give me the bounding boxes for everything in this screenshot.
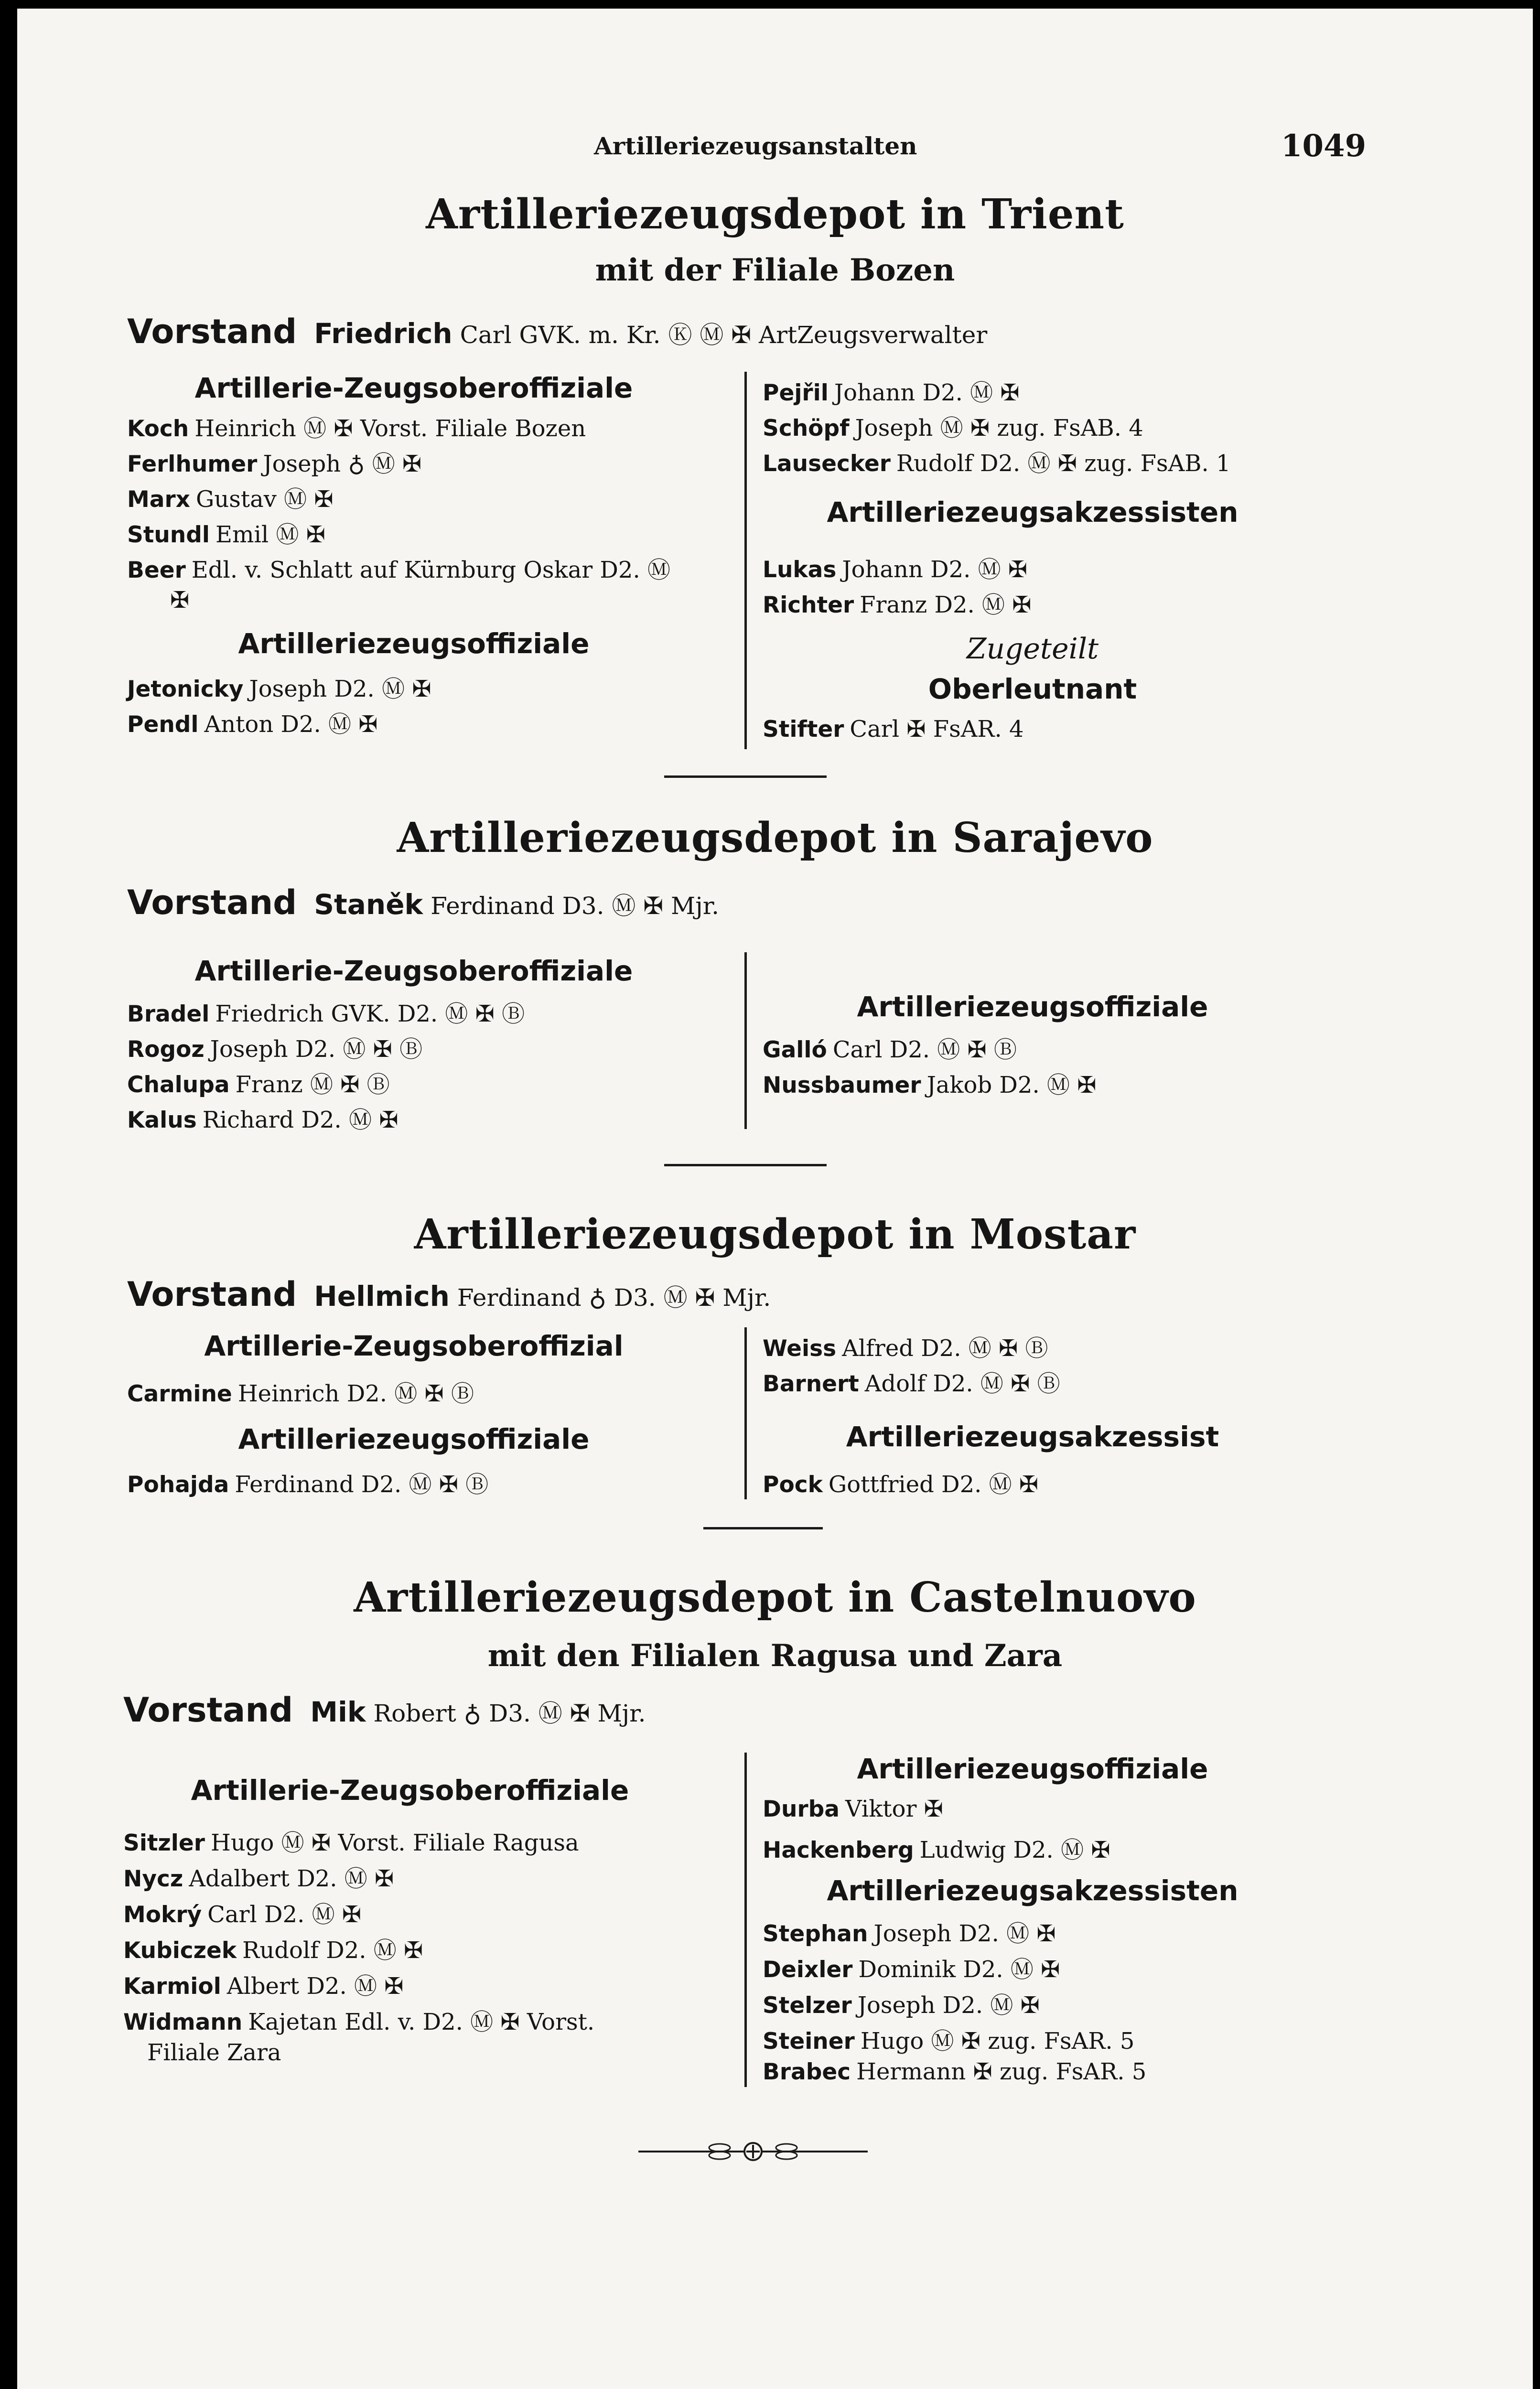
entry-details: Rudolf D2. Ⓜ ✠ zug. FsAB. 1	[896, 450, 1231, 477]
entry-surname: Koch	[127, 416, 189, 442]
list-item	[763, 1466, 1038, 1501]
entry-surname: Rogoz	[127, 1036, 205, 1063]
entry-details: Kajetan Edl. v. D2. Ⓜ ✠ Vorst.	[248, 2009, 595, 2035]
castelnuovo-right-list	[763, 1796, 1110, 1867]
list-item	[127, 1375, 474, 1410]
list-item	[763, 1796, 1110, 1831]
entry-details: Adolf D2. Ⓜ ✠ Ⓑ	[864, 1370, 1060, 1397]
entry-surname: Carmine	[127, 1381, 232, 1407]
paper-sheet	[17, 9, 1533, 2389]
entry-surname: Bradel	[127, 1001, 210, 1027]
list-item	[763, 1987, 1146, 2023]
mostar-left-heading: Artillerie-Zeugsoberoffizial	[204, 1330, 624, 1362]
trient-right-heading: Artilleriezeugsakzessisten	[827, 496, 1238, 528]
entry-details: Hugo Ⓜ ✠ zug. FsAR. 5	[860, 2028, 1135, 2055]
sarajevo-title: Artilleriezeugsdepot in Sarajevo	[397, 814, 1153, 862]
entry-details: Richard D2. Ⓜ ✠	[202, 1107, 398, 1133]
entry-details: Carl D2. Ⓜ ✠ Ⓑ	[832, 1036, 1017, 1063]
trient-vorstand	[127, 312, 987, 351]
entry-surname: Stifter	[763, 716, 844, 743]
castelnuovo-left-list	[123, 1824, 594, 2075]
sarajevo-right-list	[763, 1031, 1096, 1102]
list-item	[127, 1101, 525, 1137]
entry-details: Heinrich D2. Ⓜ ✠ Ⓑ	[237, 1380, 474, 1407]
list-item	[763, 586, 1032, 622]
entry-details: Gustav Ⓜ ✠	[195, 486, 334, 513]
sarajevo-left-list	[127, 995, 525, 1137]
trient-left-list2	[127, 670, 431, 741]
castelnuovo-subtitle: mit den Filialen Ragusa und Zara	[487, 1638, 1063, 1674]
running-head: Artilleriezeugsanstalten	[594, 132, 917, 160]
column-divider	[744, 1327, 747, 1499]
entry-details: Emil Ⓜ ✠	[215, 521, 325, 548]
entry-surname: Ferlhumer	[127, 451, 258, 477]
entry-details: Rudolf D2. Ⓜ ✠	[242, 1937, 423, 1964]
mostar-title: Artilleriezeugsdepot in Mostar	[414, 1210, 1136, 1259]
entry-details: Joseph ♁ Ⓜ ✠	[263, 451, 422, 477]
list-item	[127, 670, 431, 706]
list-item	[763, 1330, 1060, 1365]
mostar-left-list2	[127, 1466, 488, 1501]
mostar-left-heading2: Artilleriezeugsoffiziale	[238, 1423, 590, 1455]
castelnuovo-right-heading: Artilleriezeugsoffiziale	[857, 1753, 1208, 1785]
castelnuovo-title: Artilleriezeugsdepot in Castelnuovo	[354, 1573, 1196, 1622]
castelnuovo-vorstand	[123, 1690, 646, 1730]
list-item	[763, 1915, 1146, 1951]
vorstand-label: Vorstand	[127, 312, 297, 351]
continuation-line: ✠	[170, 587, 190, 613]
trient-left-list	[127, 410, 670, 622]
entry-details: Albert D2. Ⓜ ✠	[226, 1973, 404, 2000]
entry-surname: Stelzer	[763, 1992, 852, 2019]
mostar-right-list2	[763, 1466, 1038, 1501]
section-divider	[703, 1527, 823, 1529]
entry-details: Franz Ⓜ ✠ Ⓑ	[235, 1071, 390, 1098]
list-item	[763, 2023, 1146, 2058]
entry-surname: Pejřil	[763, 380, 829, 406]
entry-details: Joseph D2. Ⓜ ✠ Ⓑ	[210, 1036, 423, 1063]
vorstand-surname: Hellmich	[314, 1280, 450, 1313]
entry-surname: Steiner	[763, 2028, 855, 2055]
list-item	[127, 516, 670, 551]
entry-details: Joseph Ⓜ ✠ zug. FsAB. 4	[855, 415, 1143, 441]
entry-surname: Karmiol	[123, 1973, 221, 2000]
vorstand-surname: Mik	[310, 1696, 366, 1728]
oberleutnant-heading: Oberleutnant	[928, 673, 1137, 705]
ornament-divider	[638, 2137, 868, 2166]
sarajevo-vorstand	[127, 883, 719, 922]
trient-left-heading: Artillerie-Zeugsoberoffiziale	[194, 372, 633, 404]
list-item	[127, 1031, 525, 1066]
entry-surname: Sitzler	[123, 1830, 205, 1856]
entry-details: Ferdinand D2. Ⓜ ✠ Ⓑ	[235, 1471, 489, 1498]
entry-surname: Weiss	[763, 1335, 837, 1362]
castelnuovo-right-list2	[763, 1915, 1146, 2094]
vorstand-label: Vorstand	[127, 883, 297, 922]
sarajevo-left-heading: Artillerie-Zeugsoberoffiziale	[194, 955, 633, 987]
list-item	[127, 481, 670, 516]
entry-surname: Pock	[763, 1472, 823, 1498]
list-item	[763, 2058, 1146, 2094]
trient-subtitle: mit der Filiale Bozen	[595, 252, 955, 288]
entry-surname: Stephan	[763, 1921, 868, 1947]
entry-surname: Deixler	[763, 1957, 853, 1983]
list-item	[763, 551, 1032, 586]
mostar-left-list	[127, 1375, 474, 1410]
list-item	[763, 409, 1231, 445]
trient-title: Artilleriezeugsdepot in Trient	[426, 190, 1124, 238]
list-item	[763, 716, 1024, 751]
list-item	[123, 1968, 594, 2003]
entry-surname: Pohajda	[127, 1472, 229, 1498]
section-divider	[664, 1164, 827, 1166]
list-item	[763, 1066, 1096, 1102]
entry-surname: Kalus	[127, 1107, 197, 1133]
entry-details: Friedrich GVK. D2. Ⓜ ✠ Ⓑ	[215, 1001, 525, 1027]
entry-surname: Galló	[763, 1037, 827, 1063]
zugeteilt-label: Zugeteilt	[966, 632, 1099, 666]
list-item	[763, 1951, 1146, 1987]
entry-details: Hermann ✠ zug. FsAR. 5	[856, 2058, 1147, 2085]
vorstand-label: Vorstand	[127, 1275, 297, 1314]
entry-details: Johann D2. Ⓜ ✠	[842, 556, 1028, 583]
vorstand-details: Ferdinand ♁ D3. Ⓜ ✠ Mjr.	[457, 1284, 771, 1312]
entry-details: Joseph D2. Ⓜ ✠	[249, 676, 431, 702]
entry-surname: Hackenberg	[763, 1837, 914, 1863]
mostar-right-heading: Artilleriezeugsakzessist	[846, 1420, 1219, 1453]
castelnuovo-right-heading2: Artilleriezeugsakzessisten	[827, 1874, 1238, 1907]
vorstand-surname: Friedrich	[314, 317, 452, 350]
entry-surname: Brabec	[763, 2059, 851, 2085]
entry-surname: Mokrý	[123, 1902, 202, 1928]
entry-details: Carl ✠ FsAR. 4	[850, 716, 1024, 743]
trient-right-list2	[763, 551, 1032, 622]
list-item	[123, 2003, 594, 2039]
entry-details: Edl. v. Schlatt auf Kürnburg Oskar D2. Ⓜ	[191, 557, 670, 583]
list-item	[123, 1824, 594, 1860]
entry-surname: Jetonicky	[127, 676, 244, 702]
entry-details: Carl D2. Ⓜ ✠	[207, 1901, 362, 1928]
sarajevo-right-heading: Artilleriezeugsoffiziale	[857, 990, 1208, 1023]
list-item	[763, 1365, 1060, 1400]
list-item	[127, 706, 431, 741]
list-item	[123, 1896, 594, 1932]
entry-details: Alfred D2. Ⓜ ✠ Ⓑ	[842, 1335, 1048, 1362]
entry-surname: Lukas	[763, 557, 837, 583]
list-item	[763, 1031, 1096, 1066]
entry-surname: Stundl	[127, 522, 210, 548]
entry-surname: Beer	[127, 557, 186, 583]
mostar-vorstand	[127, 1275, 771, 1314]
vorstand-details: Carl GVK. m. Kr. Ⓚ Ⓜ ✠ ArtZeugsverwalter	[460, 321, 988, 349]
list-item	[123, 1860, 594, 1896]
list-item	[127, 995, 525, 1031]
entry-details: Franz D2. Ⓜ ✠	[860, 592, 1032, 618]
entry-surname: Pendl	[127, 711, 199, 738]
vorstand-label: Vorstand	[123, 1690, 293, 1730]
column-divider	[744, 1753, 747, 2087]
continuation-line: Filiale Zara	[147, 2039, 281, 2066]
vorstand-details: Ferdinand D3. Ⓜ ✠ Mjr.	[431, 892, 720, 920]
entry-details: Adalbert D2. Ⓜ ✠	[189, 1865, 394, 1892]
entry-details: Anton D2. Ⓜ ✠	[204, 711, 378, 738]
column-divider	[744, 372, 747, 749]
trient-left-heading2: Artilleriezeugsoffiziale	[238, 627, 590, 660]
list-item	[127, 445, 670, 481]
list-item	[127, 1066, 525, 1101]
entry-details: Viktor ✠	[845, 1796, 943, 1822]
entry-details: Ludwig D2. Ⓜ ✠	[919, 1837, 1110, 1863]
list-item	[763, 1831, 1110, 1867]
entry-details: Joseph D2. Ⓜ ✠	[873, 1920, 1056, 1947]
entry-details: Heinrich Ⓜ ✠ Vorst. Filiale Bozen	[194, 415, 586, 442]
entry-surname: Nycz	[123, 1866, 183, 1892]
section-divider	[664, 775, 827, 778]
list-item	[127, 551, 670, 587]
mostar-right-list	[763, 1330, 1060, 1400]
entry-surname: Kubiczek	[123, 1937, 237, 1964]
entry-details: Joseph D2. Ⓜ ✠	[857, 1992, 1040, 2019]
castelnuovo-left-heading: Artillerie-Zeugsoberoffiziale	[191, 1774, 629, 1807]
trient-right-list3	[763, 716, 1024, 751]
entry-surname: Schöpf	[763, 415, 850, 441]
vorstand-details: Robert ♁ D3. Ⓜ ✠ Mjr.	[373, 1700, 646, 1727]
list-item	[763, 445, 1231, 480]
entry-surname: Durba	[763, 1796, 840, 1822]
list-item	[763, 374, 1231, 409]
entry-surname: Marx	[127, 486, 190, 513]
list-item	[127, 410, 670, 445]
vorstand-surname: Staněk	[314, 888, 423, 921]
page-number: 1049	[1281, 128, 1367, 164]
entry-details: Dominik D2. Ⓜ ✠	[858, 1956, 1060, 1983]
entry-details: Gottfried D2. Ⓜ ✠	[828, 1471, 1039, 1498]
entry-details: Jakob D2. Ⓜ ✠	[926, 1072, 1097, 1098]
trient-right-list	[763, 374, 1231, 480]
entry-surname: Lausecker	[763, 451, 891, 477]
column-divider	[744, 952, 747, 1129]
entry-details: Johann D2. Ⓜ ✠	[834, 379, 1020, 406]
entry-surname: Nussbaumer	[763, 1072, 921, 1098]
entry-surname: Richter	[763, 592, 854, 618]
entry-surname: Barnert	[763, 1371, 859, 1397]
entry-surname: Chalupa	[127, 1072, 230, 1098]
list-item	[123, 1932, 594, 1968]
entry-details: Hugo Ⓜ ✠ Vorst. Filiale Ragusa	[210, 1829, 579, 1856]
list-item	[127, 1466, 488, 1501]
entry-surname: Widmann	[123, 2009, 243, 2035]
